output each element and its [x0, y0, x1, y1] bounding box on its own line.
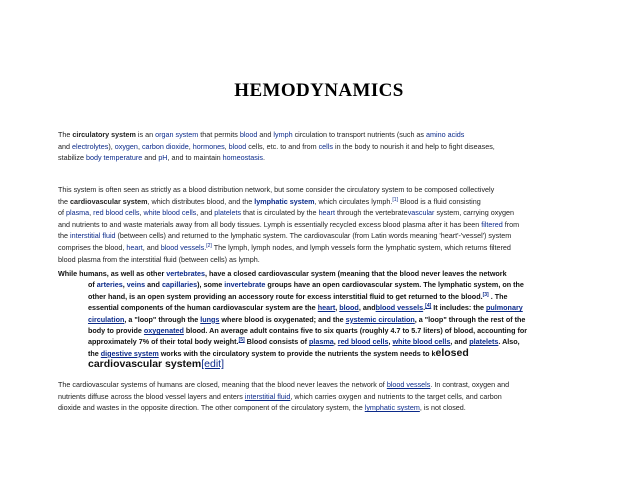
- text: essential components of the human cardiovascular system are the: [88, 303, 318, 313]
- link-digestive-system[interactable]: digestive system: [100, 348, 159, 358]
- text: The: [58, 130, 73, 139]
- text-line: blood plasma from the interstitial fluid (between cells) as lymph.: [58, 254, 260, 264]
- term-cardiovascular-system: cardiovascular system: [70, 196, 148, 206]
- link-red-blood-cells[interactable]: red blood cells: [337, 337, 389, 347]
- text-line: [58, 230, 586, 242]
- text: ,: [224, 141, 229, 151]
- link-arteries[interactable]: arteries: [96, 280, 123, 290]
- citation-4[interactable]: [4]: [425, 303, 432, 310]
- link-blood-vessels[interactable]: blood vessels: [386, 380, 431, 389]
- text: While humans, as well as other: [58, 269, 167, 278]
- text: is an: [135, 130, 156, 139]
- heading-closed-cardiovascular-system: cardiovascular system: [88, 358, 202, 371]
- link-lungs[interactable]: lungs: [200, 314, 220, 324]
- text: , and to maintain: [167, 153, 223, 163]
- text: . Also,: [498, 337, 520, 347]
- link-plasma[interactable]: plasma: [66, 208, 90, 218]
- text: comprises the blood,: [58, 242, 127, 252]
- text: that is circulated by the: [241, 208, 319, 218]
- section-heading: [58, 359, 586, 370]
- text: .: [423, 303, 426, 313]
- text: , and: [358, 303, 376, 313]
- link-systemic-circulation[interactable]: systemic circulation: [345, 314, 415, 324]
- text: the: [58, 231, 70, 241]
- text: , which distributes blood, and the: [147, 196, 255, 206]
- text: other hand, is an open system providing an accessory route for excess interstitial fluid to get returned to the blood.: [88, 291, 483, 301]
- text: ,: [137, 141, 142, 151]
- link-vertebrates[interactable]: vertebrates: [166, 269, 206, 278]
- text-line: [58, 391, 586, 403]
- text-line: [58, 219, 586, 231]
- link-amino-acids[interactable]: amino acids: [426, 130, 465, 139]
- link-ph[interactable]: pH: [158, 153, 168, 163]
- text: Blood is a fluid consisting: [397, 196, 481, 206]
- link-white-blood-cells[interactable]: white blood cells: [392, 337, 451, 347]
- paragraph-closed-detail: [58, 379, 586, 414]
- text: and: [58, 141, 72, 151]
- text-line: [58, 325, 586, 336]
- text: ),: [108, 141, 115, 151]
- text-line: [58, 129, 586, 141]
- text: ,: [333, 337, 338, 347]
- link-blood[interactable]: blood: [339, 303, 359, 313]
- text: , which carries oxygen and nutrients to the target cells, and carbon: [290, 391, 502, 401]
- link-heart[interactable]: heart: [126, 242, 143, 252]
- text: groups have an open cardiovascular system. The lymphatic system, on the: [265, 280, 524, 290]
- text-line: [58, 268, 586, 279]
- text: where blood is oxygenated; and the: [219, 314, 346, 324]
- text-line: [58, 141, 586, 153]
- text-line: [58, 196, 586, 208]
- text: and: [257, 130, 274, 139]
- edit-link[interactable]: [edit]: [201, 358, 224, 371]
- text: and nutrients to and waste materials away from all body tissues. Lymph is essentially recycled excess blood plasma after it has been: [58, 219, 482, 229]
- text: Blood consists of: [244, 337, 309, 347]
- text: in the body to nourish it and help to fight diseases,: [332, 141, 495, 151]
- link-blood-vessels[interactable]: blood vessels: [375, 303, 424, 313]
- text: of: [88, 280, 97, 290]
- text-line: [58, 379, 586, 391]
- text: , and: [196, 208, 215, 218]
- link-heart[interactable]: heart: [317, 303, 336, 313]
- text: ,: [335, 303, 340, 313]
- text: blood. An average adult contains five to six quarts (roughly 4.7 to 5.7 liters) of blood, accounting for: [183, 326, 528, 336]
- text: It includes: the: [431, 303, 486, 313]
- text: works with the circulatory system to provide the nutrients the system needs to k: [158, 348, 436, 358]
- link-body-temperature[interactable]: body temperature: [85, 153, 143, 163]
- text: ,: [122, 280, 127, 290]
- citation-2[interactable]: [2]: [206, 242, 212, 249]
- link-lymphatic-system[interactable]: lymphatic system: [254, 196, 315, 206]
- link-pulmonary-circulation[interactable]: circulation: [88, 314, 125, 324]
- text-line: [58, 314, 586, 325]
- text: system, carrying oxygen: [434, 208, 514, 218]
- term-circulatory-system: circulatory system: [72, 130, 136, 139]
- link-heart[interactable]: heart: [318, 208, 335, 218]
- link-oxygenated[interactable]: oxygenated: [143, 326, 184, 336]
- text: dioxide and wastes in the opposite direction. The other component of the circulatory system, the: [58, 403, 365, 413]
- text: The lymph, lymph nodes, and lymph vessels form the lymphatic system, which returns filtered: [211, 242, 511, 252]
- link-pulmonary-circulation[interactable]: pulmonary: [486, 303, 523, 313]
- text: .: [263, 153, 266, 163]
- page-title: HEMODYNAMICS: [234, 80, 404, 101]
- citation-1[interactable]: [1]: [392, 196, 398, 203]
- text: from: [502, 219, 520, 229]
- text: through the vertebrate: [334, 208, 408, 218]
- text-line: [58, 302, 586, 313]
- link-blood-vessels[interactable]: blood vessels: [160, 242, 205, 252]
- link-electrolytes[interactable]: electrolytes: [72, 141, 109, 151]
- text: ,: [89, 208, 94, 218]
- paragraph-systems: [58, 184, 586, 265]
- text: circulation to transport nutrients (such as: [292, 130, 427, 139]
- link-interstitial-fluid[interactable]: interstitial fluid: [244, 391, 291, 401]
- link-white-blood-cells[interactable]: white blood cells: [143, 208, 197, 218]
- link-homeostasis[interactable]: homeostasis: [222, 153, 264, 163]
- text-line: [58, 291, 586, 302]
- text: nutrients diffuse across the blood vessel layers and enters: [58, 391, 245, 401]
- text: ,: [188, 141, 193, 151]
- link-filtered[interactable]: filtered: [481, 219, 503, 229]
- link-oxygen[interactable]: oxygen: [114, 141, 138, 151]
- text: , a "loop" through the: [124, 314, 201, 324]
- text-line: [58, 336, 586, 347]
- link-interstitial-fluid[interactable]: interstitial fluid: [70, 231, 116, 241]
- text: cells, etc. to and from: [246, 141, 319, 151]
- text: body to provide: [88, 326, 144, 336]
- paragraph-closed-system: [58, 268, 586, 371]
- text: that permits: [198, 130, 240, 139]
- link-vascular[interactable]: vascular: [407, 208, 435, 218]
- text-line: [58, 279, 586, 290]
- heading-fragment: elosed: [435, 346, 469, 359]
- text: and: [145, 280, 162, 290]
- text: , have a closed cardiovascular system (meaning that the blood never leaves the network: [205, 269, 507, 278]
- text-line: [58, 207, 586, 219]
- text: . In contrast, oxygen and: [430, 380, 510, 389]
- link-organ-system[interactable]: organ system: [155, 130, 199, 139]
- link-cells[interactable]: cells: [318, 141, 333, 151]
- link-capillaries[interactable]: capillaries: [161, 280, 198, 290]
- link-plasma[interactable]: plasma: [308, 337, 334, 347]
- text: approximately 7% of their total body weight.: [88, 337, 239, 347]
- text-line: [58, 152, 586, 164]
- text: and: [142, 153, 159, 163]
- link-platelets[interactable]: platelets: [214, 208, 242, 218]
- link-veins[interactable]: veins: [126, 280, 146, 290]
- text: , is not closed.: [419, 403, 466, 413]
- link-carbon-dioxide[interactable]: carbon dioxide: [141, 141, 189, 151]
- text-line: This system is often seen as strictly as a blood distribution network, but some consider the circulatory system to be composed collectively: [58, 185, 495, 194]
- text: . The: [488, 291, 508, 301]
- text: ,: [388, 337, 393, 347]
- text: , a "loop" through the rest of the: [414, 314, 526, 324]
- text: ,: [139, 208, 144, 218]
- text: the: [58, 196, 70, 206]
- link-lymph[interactable]: lymph: [273, 130, 293, 139]
- link-red-blood-cells[interactable]: red blood cells: [93, 208, 140, 218]
- paragraph-intro: [58, 129, 586, 164]
- text: the: [88, 348, 101, 358]
- text: , which circulates lymph.: [314, 196, 393, 206]
- link-invertebrate[interactable]: invertebrate: [224, 280, 266, 290]
- link-blood[interactable]: blood: [228, 141, 247, 151]
- text: , and: [450, 337, 470, 347]
- text: .: [204, 242, 207, 252]
- text: , and: [142, 242, 161, 252]
- text: of: [58, 208, 66, 218]
- link-platelets[interactable]: platelets: [469, 337, 499, 347]
- text: The cardiovascular systems of humans are closed, meaning that the blood never leaves the network of: [58, 380, 387, 389]
- text: (between cells) and returned to the lymphatic system. The cardiovascular (from Latin words meaning 'heart'-'vessel') system: [115, 231, 512, 241]
- text: stabilize: [58, 153, 86, 163]
- text-line: [58, 402, 586, 414]
- citation-5[interactable]: [5]: [238, 337, 245, 344]
- text: ), some: [197, 280, 225, 290]
- link-hormones[interactable]: hormones: [192, 141, 225, 151]
- text-line: [58, 242, 586, 254]
- link-blood[interactable]: blood: [239, 130, 258, 139]
- link-lymphatic-system[interactable]: lymphatic system: [364, 403, 420, 413]
- citation-3[interactable]: [3]: [482, 291, 489, 298]
